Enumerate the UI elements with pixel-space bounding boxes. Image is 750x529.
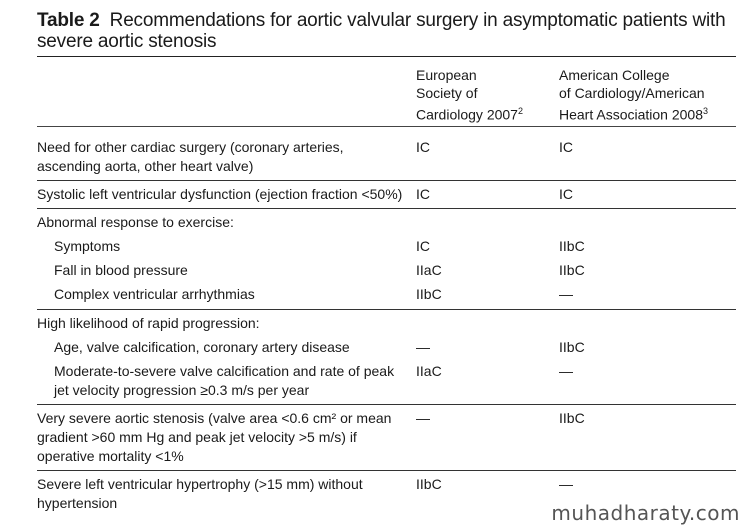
acc-cell: IC: [559, 139, 573, 155]
esc-cell: IC: [416, 238, 430, 254]
table-group: [37, 134, 736, 181]
esc-cell: IIbC: [416, 286, 442, 302]
table-group: [37, 405, 736, 471]
col-header-esc-line1: European: [416, 67, 477, 83]
table-row: [37, 314, 736, 338]
acc-cell: —: [559, 286, 573, 302]
col-header-acc: [559, 66, 708, 124]
top-rule: [37, 56, 736, 57]
row-label: Very severe aortic stenosis (valve area <0.6 cm² or mean gradient >60 mm Hg and peak jet velocity >5 m/s) if operative mortality <1%: [37, 410, 392, 464]
table-row: [37, 285, 736, 305]
col-header-acc-line2: of Cardiology/American: [559, 85, 705, 101]
row-label: Age, valve calcification, coronary artery disease: [54, 339, 350, 355]
col-header-esc-line3-text: Cardiology 2007: [416, 106, 518, 123]
table-row: [37, 213, 736, 237]
esc-cell: —: [416, 410, 430, 426]
esc-cell: IC: [416, 139, 430, 155]
row-label: Symptoms: [54, 238, 121, 254]
table-row: [37, 362, 736, 400]
esc-cell: IIaC: [416, 262, 442, 278]
acc-cell: —: [559, 476, 573, 492]
row-label: Complex ventricular arrhythmias: [54, 286, 255, 302]
row-label: Fall in blood pressure: [54, 262, 188, 278]
acc-cell: IIbC: [559, 262, 585, 278]
table-group: [37, 181, 736, 209]
col-header-esc: [416, 66, 523, 124]
watermark: muhadharaty.com: [551, 501, 740, 525]
acc-cell: IIbC: [559, 410, 585, 426]
row-label: Moderate-to-severe valve calcification and rate of peak jet velocity progression ≥0.3 m/s per year: [54, 363, 395, 398]
row-label: Abnormal response to exercise:: [37, 214, 234, 230]
table-group: [37, 209, 736, 310]
row-label: Need for other cardiac surgery (coronary arteries, ascending aorta, other heart valve): [37, 139, 344, 174]
table-title: [37, 10, 737, 52]
header-rule: [37, 126, 736, 127]
esc-cell: —: [416, 339, 430, 355]
table-caption: Recommendations for aortic valvular surgery in asymptomatic patients with severe aortic stenosis: [37, 10, 726, 52]
acc-cell: —: [559, 363, 573, 379]
col-header-esc-ref: 2: [517, 106, 523, 116]
row-label: Systolic left ventricular dysfunction (ejection fraction <50%): [37, 186, 403, 202]
table-group: [37, 310, 736, 405]
table-row: [37, 237, 736, 261]
table-row: [37, 338, 736, 362]
col-header-acc-line1: American College: [559, 67, 670, 83]
col-header-acc-line3-text: Heart Association 2008: [559, 106, 703, 123]
table-row: [37, 261, 736, 285]
table-body: [37, 134, 736, 517]
esc-cell: IIbC: [416, 476, 442, 492]
esc-cell: IIaC: [416, 363, 442, 379]
esc-cell: IC: [416, 186, 430, 202]
acc-cell: IIbC: [559, 339, 585, 355]
table-number: Table 2: [37, 10, 100, 31]
col-header-esc-line3: [416, 102, 523, 124]
row-label: High likelihood of rapid progression:: [37, 315, 260, 331]
row-label: Severe left ventricular hypertrophy (>15 mm) without hypertension: [37, 476, 363, 511]
acc-cell: IC: [559, 186, 573, 202]
col-header-acc-line3: [559, 102, 708, 124]
acc-cell: IIbC: [559, 238, 585, 254]
col-header-acc-ref: 3: [702, 106, 708, 116]
col-header-esc-line2: Society of: [416, 85, 478, 101]
